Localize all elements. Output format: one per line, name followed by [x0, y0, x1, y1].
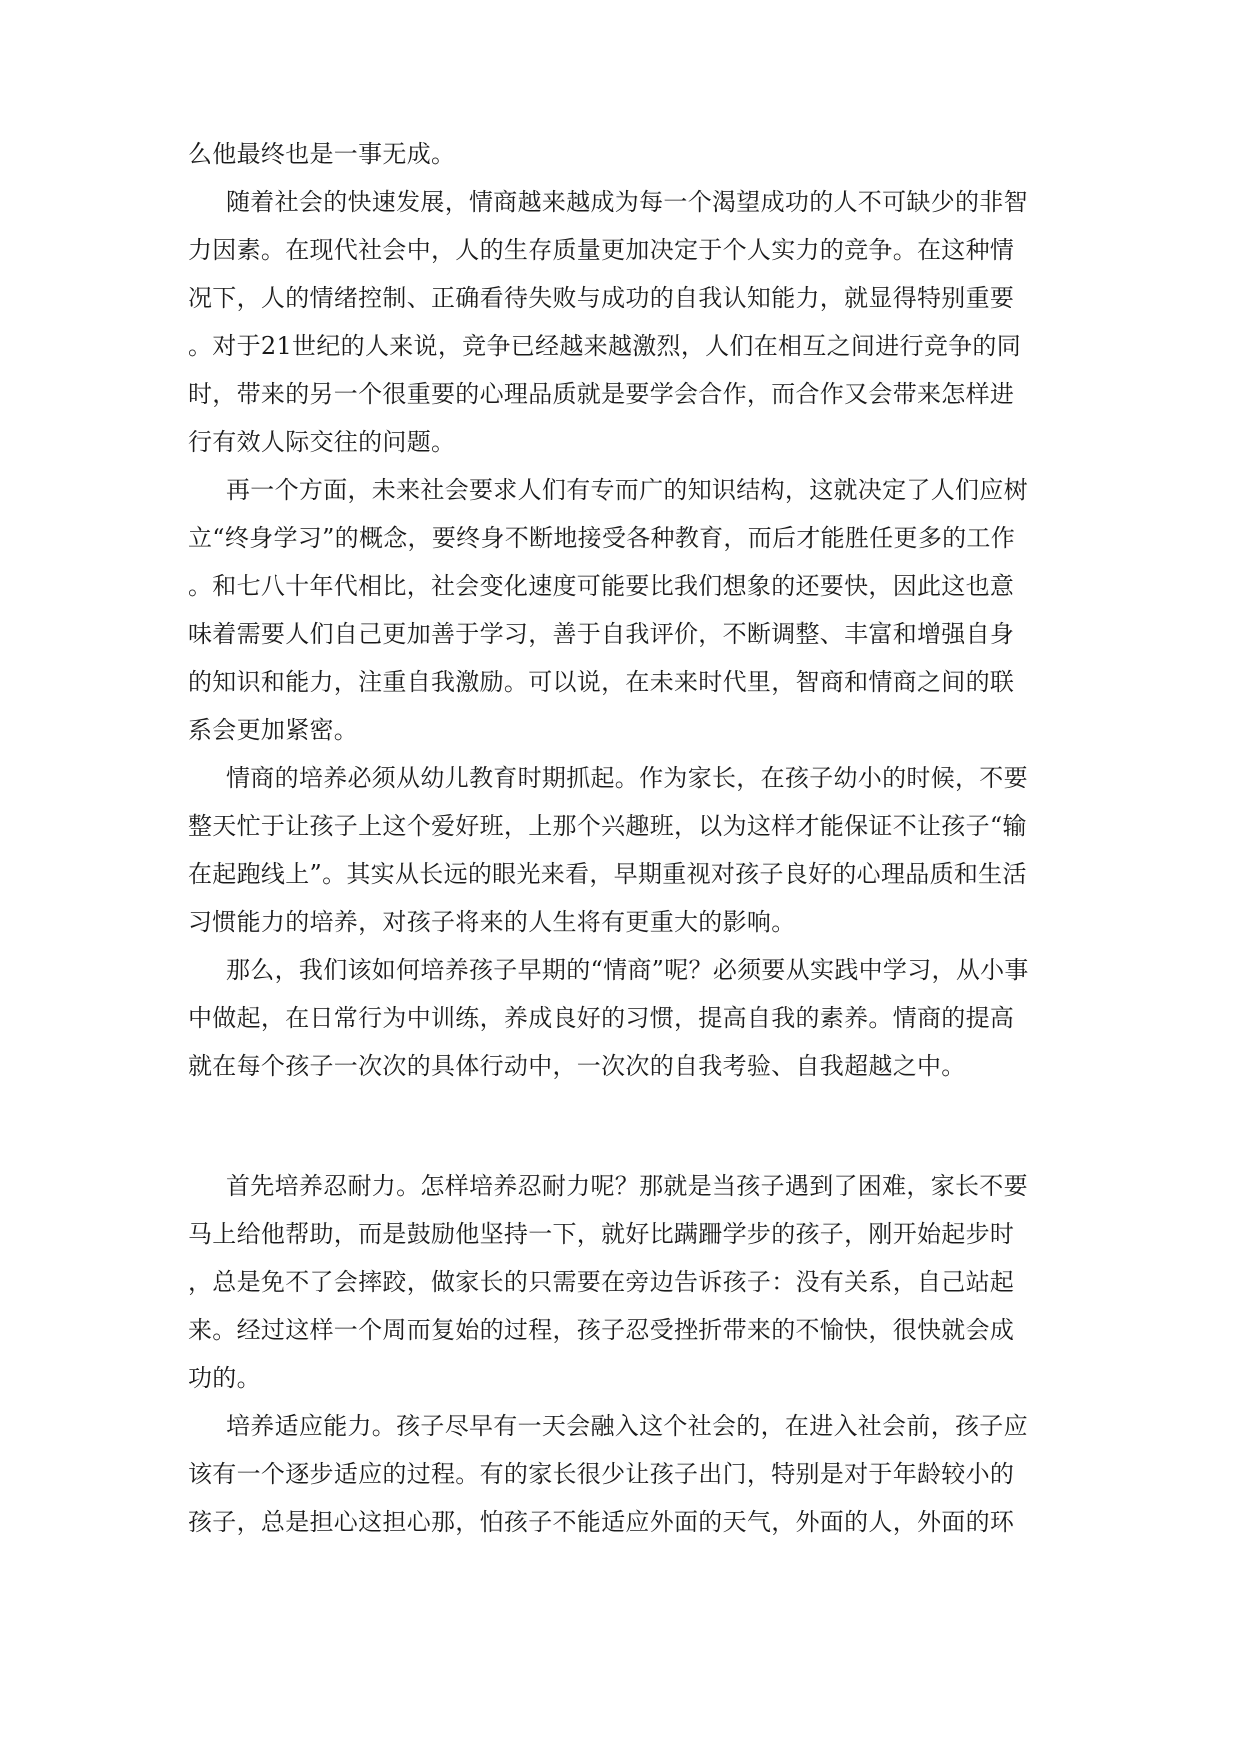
text-line: 整天忙于让孩子上这个爱好班，上那个兴趣班，以为这样才能保证不让孩子“输: [188, 812, 1027, 840]
text-line: 味着需要人们自己更加善于学习，善于自我评价，不断调整、丰富和增强自身: [188, 620, 1015, 648]
text-line: 来。经过这样一个周而复始的过程，孩子忍受挫折带来的不愉快，很快就会成: [188, 1316, 1015, 1344]
text-line: 力因素。在现代社会中，人的生存质量更加决定于个人实力的竞争。在这种情: [188, 236, 1015, 264]
text-line: 系会更加紧密。: [188, 716, 359, 744]
text-line: 孩子，总是担心这担心那，怕孩子不能适应外面的天气，外面的人，外面的环: [188, 1508, 1015, 1536]
paragraph-start-line: 那么，我们该如何培养孩子早期的“情商”呢？必须要从实践中学习，从小事: [226, 956, 1029, 984]
paragraph-start-line: 情商的培养必须从幼儿教育时期抓起。作为家长，在孩子幼小的时候，不要: [226, 764, 1028, 792]
paragraph-start-line: 随着社会的快速发展，情商越来越成为每一个渴望成功的人不可缺少的非智: [226, 188, 1028, 216]
text-line: 立“终身学习”的概念，要终身不断地接受各种教育，而后才能胜任更多的工作: [188, 524, 1016, 552]
text-line: 马上给他帮助，而是鼓励他坚持一下，就好比蹒跚学步的孩子，刚开始起步时: [188, 1220, 1015, 1248]
paragraph-start-line: 培养适应能力。孩子尽早有一天会融入这个社会的，在进入社会前，孩子应: [226, 1412, 1028, 1440]
text-line: 行有效人际交往的问题。: [188, 428, 456, 456]
paragraph-start-line: 首先培养忍耐力。怎样培养忍耐力呢？那就是当孩子遇到了困难，家长不要: [226, 1172, 1028, 1200]
paragraph-start-line: 再一个方面，未来社会要求人们有专而广的知识结构，这就决定了人们应树: [226, 476, 1028, 504]
text-line: 么他最终也是一事无成。: [188, 140, 456, 168]
text-line: ，总是免不了会摔跤，做家长的只需要在旁边告诉孩子：没有关系，自己站起: [188, 1268, 1015, 1296]
text-line: 。对于21世纪的人来说，竞争已经越来越激烈，人们在相互之间进行竞争的同: [188, 332, 1022, 360]
text-line: 时，带来的另一个很重要的心理品质就是要学会合作，而合作又会带来怎样进: [188, 380, 1015, 408]
text-line: 就在每个孩子一次次的具体行动中，一次次的自我考验、自我超越之中。: [188, 1052, 966, 1080]
text-line: 该有一个逐步适应的过程。有的家长很少让孩子出门，特别是对于年龄较小的: [188, 1460, 1015, 1488]
text-line: 中做起，在日常行为中训练，养成良好的习惯，提高自我的素养。情商的提高: [188, 1004, 1015, 1032]
text-line: 在起跑线上”。其实从长远的眼光来看，早期重视对孩子良好的心理品质和生活: [188, 860, 1027, 888]
text-line: 况下，人的情绪控制、正确看待失败与成功的自我认知能力，就显得特别重要: [188, 284, 1015, 312]
text-line: 习惯能力的培养，对孩子将来的人生将有更重大的影响。: [188, 908, 796, 936]
text-line: 。和七八十年代相比，社会变化速度可能要比我们想象的还要快，因此这也意: [188, 572, 1015, 600]
text-line: 的知识和能力，注重自我激励。可以说，在未来时代里，智商和情商之间的联: [188, 668, 1015, 696]
text-line: 功的。: [188, 1364, 261, 1392]
